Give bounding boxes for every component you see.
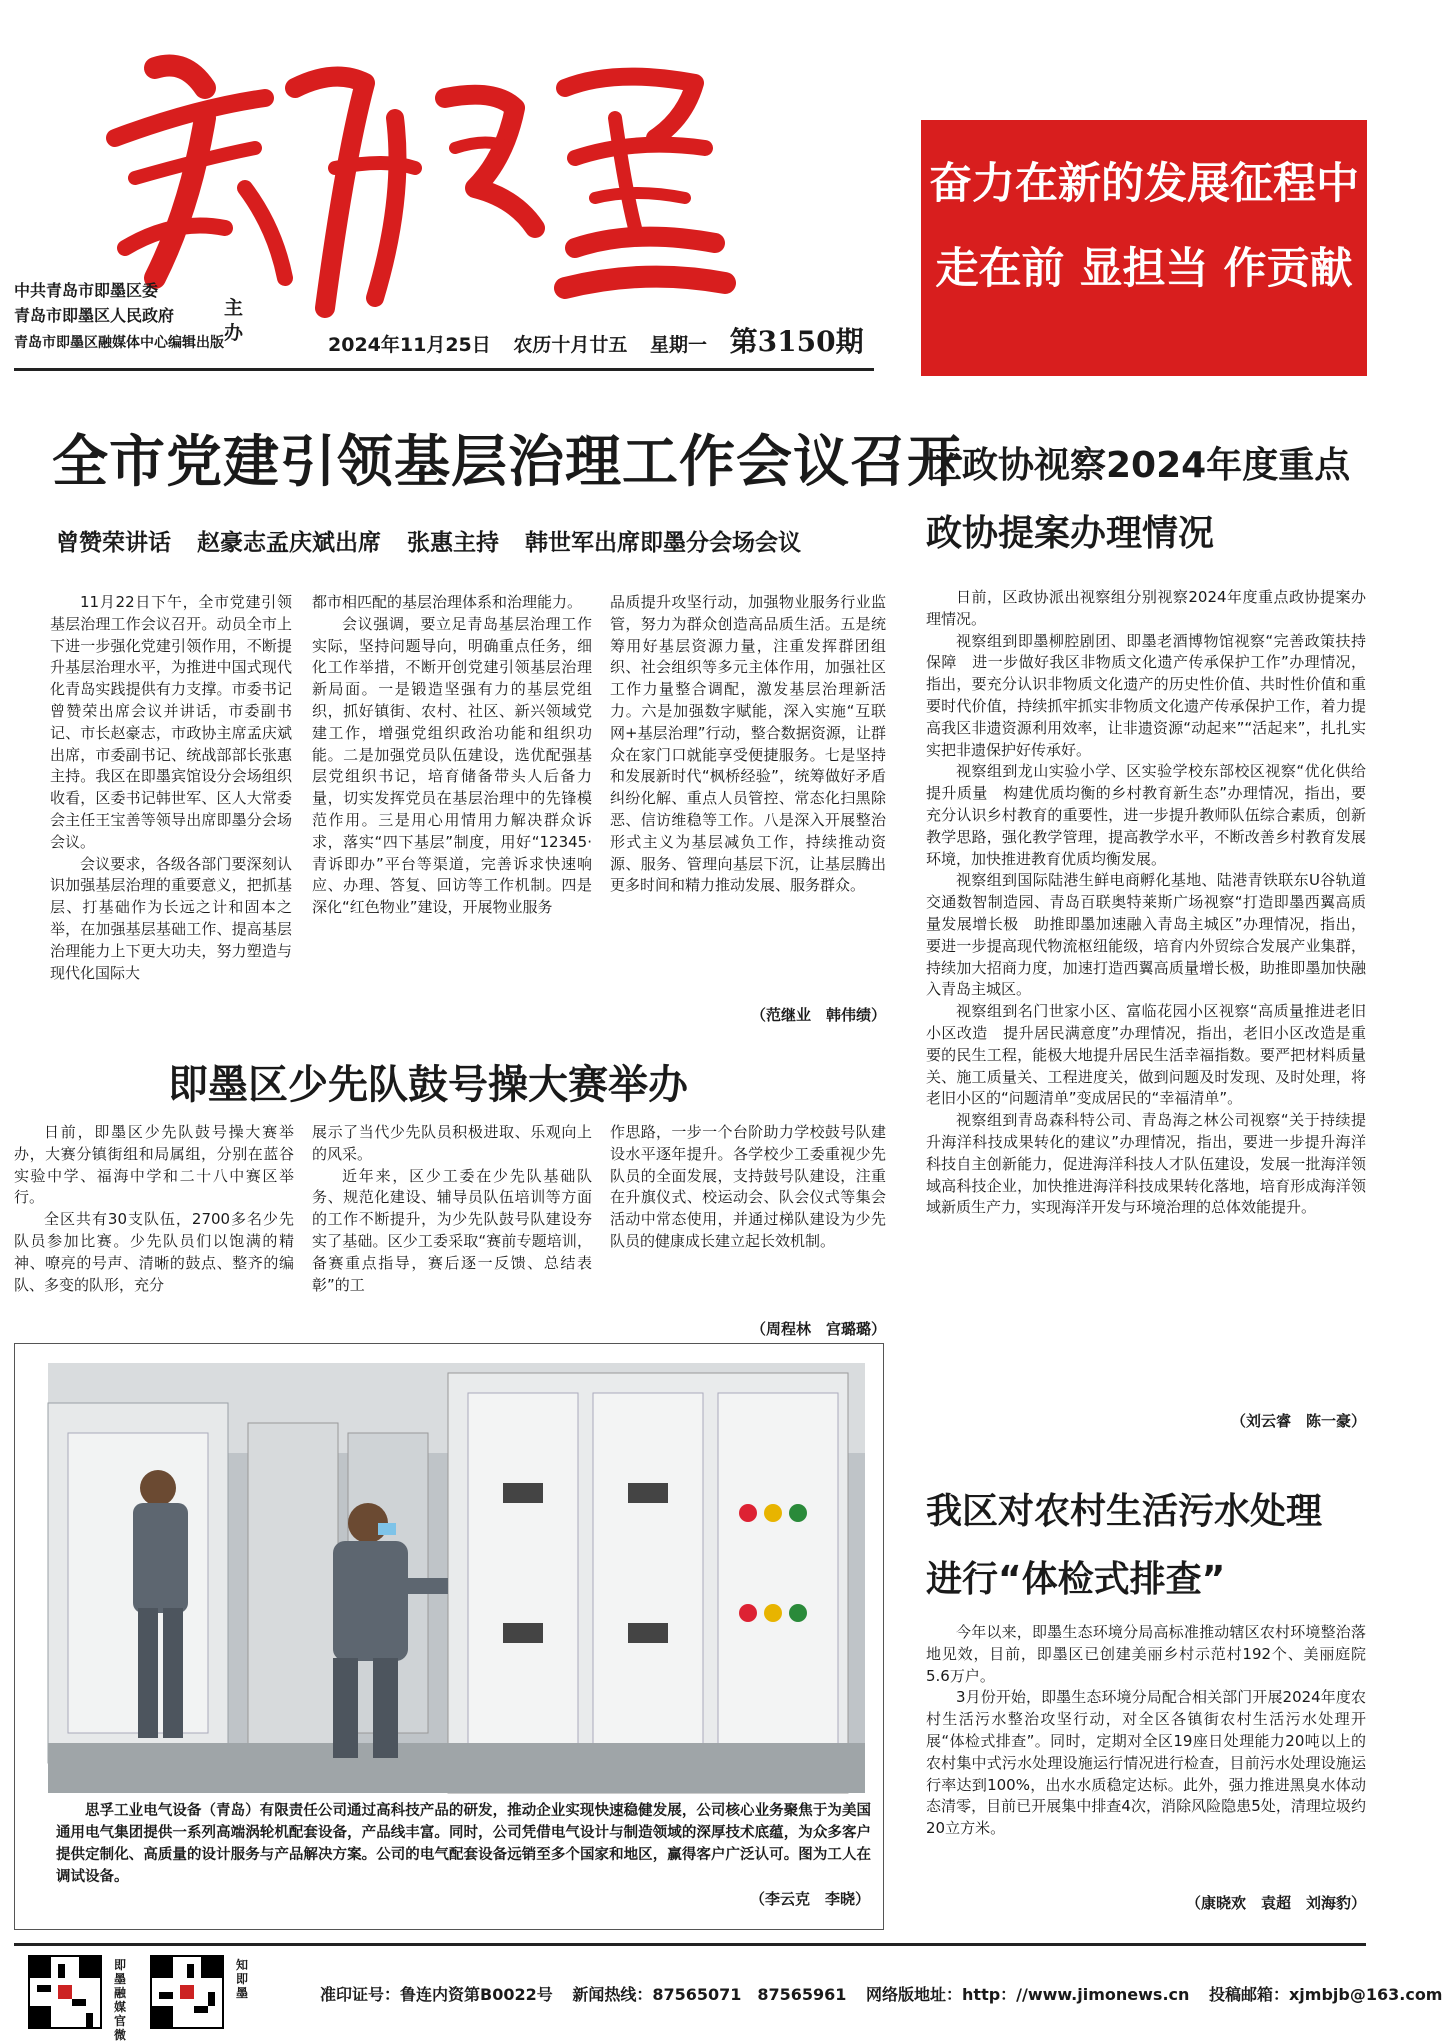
qr-code-1[interactable] [28,1955,102,2029]
article2-column-2 [312,1122,592,1338]
submission-email[interactable]: 投稿邮箱：xjmbjb@163.com [1208,1985,1443,2004]
sponsor-1: 中共青岛市即墨区委 [14,281,159,300]
paragraph: 展示了当代少先队员积极进取、乐观向上的风采。 [312,1123,592,1163]
article3-title-line-2: 政协提案办理情况 [926,513,1215,554]
article2-column-3 [610,1122,886,1317]
paragraph: 日前，即墨区少先队鼓号操大赛举办，大赛分镇街组和局属组，分别在蓝谷实验中学、福海中学和二十八中赛区举行。 [14,1123,294,1207]
qr-icon [30,1957,100,2027]
slogan-banner [921,120,1367,376]
qr-code-2[interactable] [150,1955,224,2029]
host-label: 主办 [224,297,244,344]
license-number: 准印证号：鲁连内资第B0022号 [320,1985,553,2004]
qr-label-2: 知即墨 [236,1958,249,2000]
paragraph: 品质提升攻坚行动，加强物业服务行业监管，努力为群众创造高品质生活。五是统筹用好基层资源力量，注重发挥群团组织、社会组织等多元主体作用，加强社区工作力量整合调配，激发基层治理新活力。六是加强数字赋能，深入实施“互联网+基层治理”行动，整合数据资源，让群众在家门口就能享受便捷服务。七是坚持和发展新时代“枫桥经验”，统筹做好矛盾纠纷化解、重点人员管控、常态化扫黑除恶、信访维稳等工作。八是深入开展整治形式主义为基层减负工作，持续推动资源、服务、管理向基层下沉，让基层腾出更多时间和精力推动发展、服务群众。 [610,593,886,895]
qr-icon [152,1957,222,2027]
paragraph: 今年以来，即墨生态环境分局高标准推动辖区农村环境整治落地见效，目前，即墨区已创建美丽乡村示范村192个、美丽庭院5.6万户。 [926,1623,1366,1685]
paragraph: 视察组到国际陆港生鲜电商孵化基地、陆港青铁联东U谷轨道交通数智制造园、青岛百联奥特莱斯广场视察“打造即墨西翼高质量发展增长极 助推即墨加速融入青岛主城区”办理情况，指出，要进一步提高现代物流枢纽能级，培育内外贸综合发展产业集群，持续加大招商力度，加速打造西翼高质量增长极，助推即墨加快融入青岛主城区。 [926,871,1366,999]
article4-title-line-1: 我区对农村生活污水处理 [926,1491,1323,1532]
paragraph: 视察组到名门世家小区、富临花园小区视察“高质量推进老旧小区改造 提升居民满意度”办理情况，指出，老旧小区改造是重要的民生工程，能极大地提升居民生活幸福指数。要严把材料质量关、施工质量关、工程进度关，做到问题及时发现、及时处理，将老旧小区的“问题清单”变成居民的“幸福清单”。 [926,1002,1366,1108]
date: 2024年11月25日 [328,334,491,356]
article1-byline: （范继业 韩伟绩） [750,1006,886,1024]
footer-rule [14,1943,1366,1946]
slogan-line-1: 奋力在新的发展征程中 [929,159,1359,209]
masthead-logo [95,28,735,328]
article4-title [926,1478,1366,1614]
article1-column-2 [312,592,592,1024]
publisher: 青岛市即墨区融媒体中心编辑出版 [14,335,224,351]
article1-column-1 [50,592,292,1024]
article2-title: 即墨区少先队鼓号操大赛举办 [168,1062,688,1108]
dateline [328,320,880,360]
article3-title-line-1: 区政协视察2024年度重点 [926,445,1351,486]
article2-column-1 [14,1122,294,1338]
paragraph: 视察组到即墨柳腔剧团、即墨老酒博物馆视察“完善政策扶持保障 进一步做好我区非物质文化遗产传承保护工作”办理情况，指出，要充分认识非物质文化遗产的历史性价值、共时性价值和重要时代价值，持续抓牢抓实非物质文化遗产传承保护工作，着力提高我区非遗资源利用效率，让非遗资源“动起来”“活起来”，扎扎实实把非遗保护好传承好。 [926,631,1366,759]
paragraph: 11月22日下午，全市党建引领基层治理工作会议召开。动员全市上下进一步强化党建引领作用，不断提升基层治理水平，为推进中国式现代化青岛实践提供有力支撑。市委书记曾赞荣出席会议并讲话，市委副书记、市长赵豪志，市政协主席孟庆斌出席，市委副书记、统战部部长张惠主持。我区在即墨宾馆设分会场组织收看，区委书记韩世军、区人大常委会主任王宝善等领导出席即墨分会场会议。 [50,593,292,851]
paragraph: 视察组到龙山实验小学、区实验学校东部校区视察“优化供给提升质量 构建优质均衡的乡村教育新生态”办理情况，指出，要充分认识乡村教育的重要性，进一步提升教师队伍综合素质，创新教学思路，强化教学管理，提高教学水平，不断改善乡村教育发展环境，加快推进教育优质均衡发展。 [926,762,1366,868]
issue-number: 第3150期 [729,325,864,358]
weekday: 星期一 [650,334,708,356]
article2-byline: （周程林 宫璐璐） [750,1320,886,1338]
paragraph: 作思路，一步一个台阶助力学校鼓号队建设水平逐年提升。各学校少工委重视少先队员的全面发展，支持鼓号队建设，注重在升旗仪式、校运动会、队会仪式等集会活动中常态使用，并通过梯队建设为少先队员的健康成长建立起长效机制。 [610,1123,886,1250]
paragraph: 近年来，区少工委在少先队基础队务、规范化建设、辅导员队伍培训等方面的工作不断提升，为少先队鼓号队建设夯实了基础。区少工委采取“赛前专题培训，备赛重点指导，赛后逐一反馈、总结表彰”的工 [312,1166,592,1294]
photo-caption: 思孚工业电气设备（青岛）有限责任公司通过高科技产品的研发，推动企业实现快速稳健发展，公司核心业务聚焦于为美国通用电气集团提供一系列高端涡轮机配套设备，产品线丰富。同时，公司凭借电气设计与制造领域的深厚技术底蕴，为众多客户提供定制化、高质量的设计服务与产品解决方案。公司的电气配套设备远销至多个国家和地区，赢得客户广泛认可。图为工人在调试设备。 [56,1802,871,1885]
article4-body [926,1622,1366,1890]
qr-label-1: 即墨融媒官微 [114,1958,127,2042]
article3-body [926,587,1366,1410]
website-link[interactable]: 网络版地址：http：//www.jimonews.cn [866,1985,1190,2004]
article4-title-line-2: 进行“体检式排查” [926,1559,1226,1600]
photo-byline: （李云克 李晓） [749,1890,870,1908]
article3-title [926,432,1366,568]
paragraph: 都市相匹配的基层治理体系和治理能力。 [312,593,583,611]
article4-byline: （康晓欢 袁超 刘海豹） [1185,1894,1366,1912]
article1-column-3 [610,592,886,1002]
article1-title: 全市党建引领基层治理工作会议召开 [52,430,964,495]
workshop-photo [48,1363,865,1793]
paragraph: 3月份开始，即墨生态环境分局配合相关部门开展2024年度农村生活污水整治攻坚行动，对全区各镇街农村生活污水处理开展“体检式排查”。同时，定期对全区19座日处理能力20吨以上的农村集中式污水处理设施运行情况进行检查，目前污水处理设施运行率达到100%，出水水质稳定达标。此外，强力推进黑臭水体动态清零，目前已开展集中排查4次，消除风险隐患5处，清理垃圾约20立方米。 [926,1688,1366,1838]
news-hotline: 新闻热线：87565071 87565961 [572,1985,847,2004]
calligraphy-logo [95,28,735,328]
masthead-rule [14,368,874,371]
slogan-line-2: 走在前 显担当 作贡献 [935,244,1353,294]
paragraph: 视察组到青岛森科特公司、青岛海之林公司视察“关于持续提升海洋科技成果转化的建议”办理情况，指出，要进一步提升海洋科技自主创新能力，促进海洋科技人才队伍建设，发展一批海洋领域高科技企业，加快推进海洋科技成果转化落地，培育形成海洋领域新质生产力，实现海洋开发与环境治理的总体效能提升。 [926,1111,1366,1217]
paragraph: 日前，区政协派出视察组分别视察2024年度重点政协提案办理情况。 [926,588,1366,628]
article1-subtitle: 曾赞荣讲话 赵豪志孟庆斌出席 张惠主持 韩世军出席即墨分会场会议 [56,529,802,556]
paragraph: 会议强调，要立足青岛基层治理工作实际，坚持问题导向，明确重点任务，细化工作举措，不断开创党建引领基层治理新局面。一是锻造坚强有力的基层党组织，抓好镇街、农村、社区、新兴领域党建工作，增强党组织政治功能和组织功能。二是加强党员队伍建设，选优配强基层党组织书记，培育储备带头人后备力量，切实发挥党员在基层治理中的先锋模范作用。三是用心用情用力解决群众诉求，落实“四下基层”制度，用好“12345·青诉即办”平台等渠道，完善诉求快速响应、办理、答复、回访等工作机制。四是深化“红色物业”建设，开展物业服务 [312,614,592,917]
article3-byline: （刘云睿 陈一豪） [1230,1412,1366,1430]
paragraph: 会议要求，各级各部门要深刻认识加强基层治理的重要意义，把抓基层、打基础作为长远之计和固本之举，在加强基层基础工作、提高基层治理能力上下更大功夫，努力塑造与现代化国际大 [50,854,292,982]
footer-info [320,1982,1456,2005]
news-photo [48,1363,865,1793]
lunar-date: 农历十月廿五 [513,334,628,356]
sponsor-2: 青岛市即墨区人民政府 [14,306,175,325]
paragraph: 全区共有30支队伍，2700多名少先队员参加比赛。少先队员们以饱满的精神、嘹亮的号声、清晰的鼓点、整齐的编队、多变的队形，充分 [14,1210,294,1294]
